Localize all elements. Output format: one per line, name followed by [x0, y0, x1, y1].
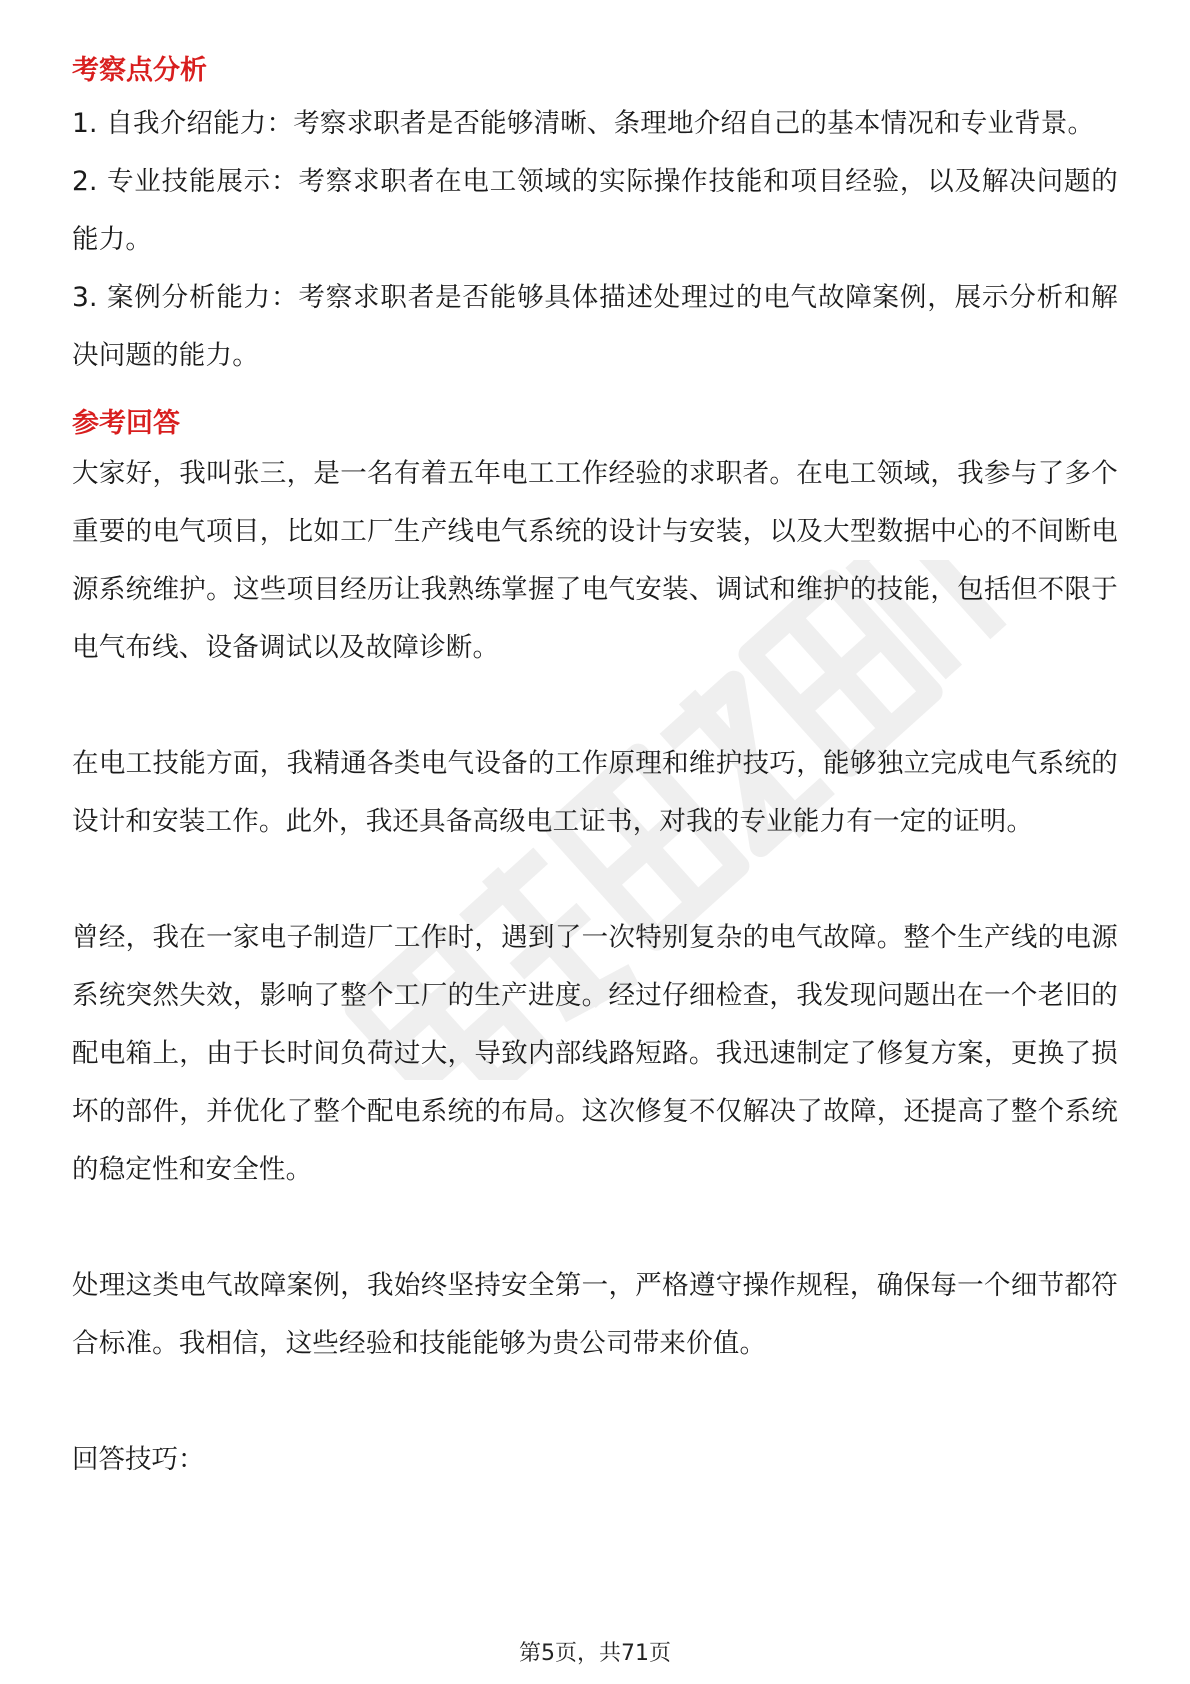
- answer-paragraph: 在电工技能方面，我精通各类电气设备的工作原理和维护技巧，能够独立完成电气系统的设计和安装工作。此外，我还具备高级电工证书，对我的专业能力有一定的证明。: [72, 748, 1118, 837]
- analysis-item: 2. 专业技能展示：考察求职者在电工领域的实际操作技能和项目经验，以及解决问题的能力。: [72, 166, 1118, 255]
- answer-body: [72, 445, 1118, 1489]
- paragraph-spacer: [72, 1373, 1118, 1431]
- page-number: 第5页，共71页: [519, 1641, 671, 1666]
- answer-paragraph: 处理这类电气故障案例，我始终坚持安全第一，严格遵守操作规程，确保每一个细节都符合标准。我相信，这些经验和技能能够为贵公司带来价值。: [72, 1270, 1118, 1359]
- analysis-item: 3. 案例分析能力：考察求职者是否能够具体描述处理过的电气故障案例，展示分析和解决问题的能力。: [72, 282, 1118, 371]
- paragraph-spacer: [72, 677, 1118, 735]
- paragraph-spacer: [72, 851, 1118, 909]
- paragraph-spacer: [72, 1199, 1118, 1257]
- analysis-item: 1. 自我介绍能力：考察求职者是否能够清晰、条理地介绍自己的基本情况和专业背景。: [72, 108, 1095, 139]
- analysis-list: [72, 95, 1118, 385]
- answer-paragraph: 大家好，我叫张三，是一名有着五年电工工作经验的求职者。在电工领域，我参与了多个重要的电气项目，比如工厂生产线电气系统的设计与安装，以及大型数据中心的不间断电源系统维护。这些项目经历让我熟练掌握了电气安装、调试和维护的技能，包括但不限于电气布线、设备调试以及故障诊断。: [72, 458, 1118, 663]
- analysis-heading: 考察点分析: [72, 55, 207, 86]
- main-content: [72, 48, 1118, 1489]
- answer-heading: 参考回答: [72, 408, 180, 439]
- tips-heading: 回答技巧：: [72, 1444, 205, 1475]
- answer-paragraph: 曾经，我在一家电子制造厂工作时，遇到了一次特别复杂的电气故障。整个生产线的电源系统突然失效，影响了整个工厂的生产进度。经过仔细检查，我发现问题出在一个老旧的配电箱上，由于长时间负荷过大，导致内部线路短路。我迅速制定了修复方案，更换了损坏的部件，并优化了整个配电系统的布局。这次修复不仅解决了故障，还提高了整个系统的稳定性和安全性。: [72, 922, 1118, 1185]
